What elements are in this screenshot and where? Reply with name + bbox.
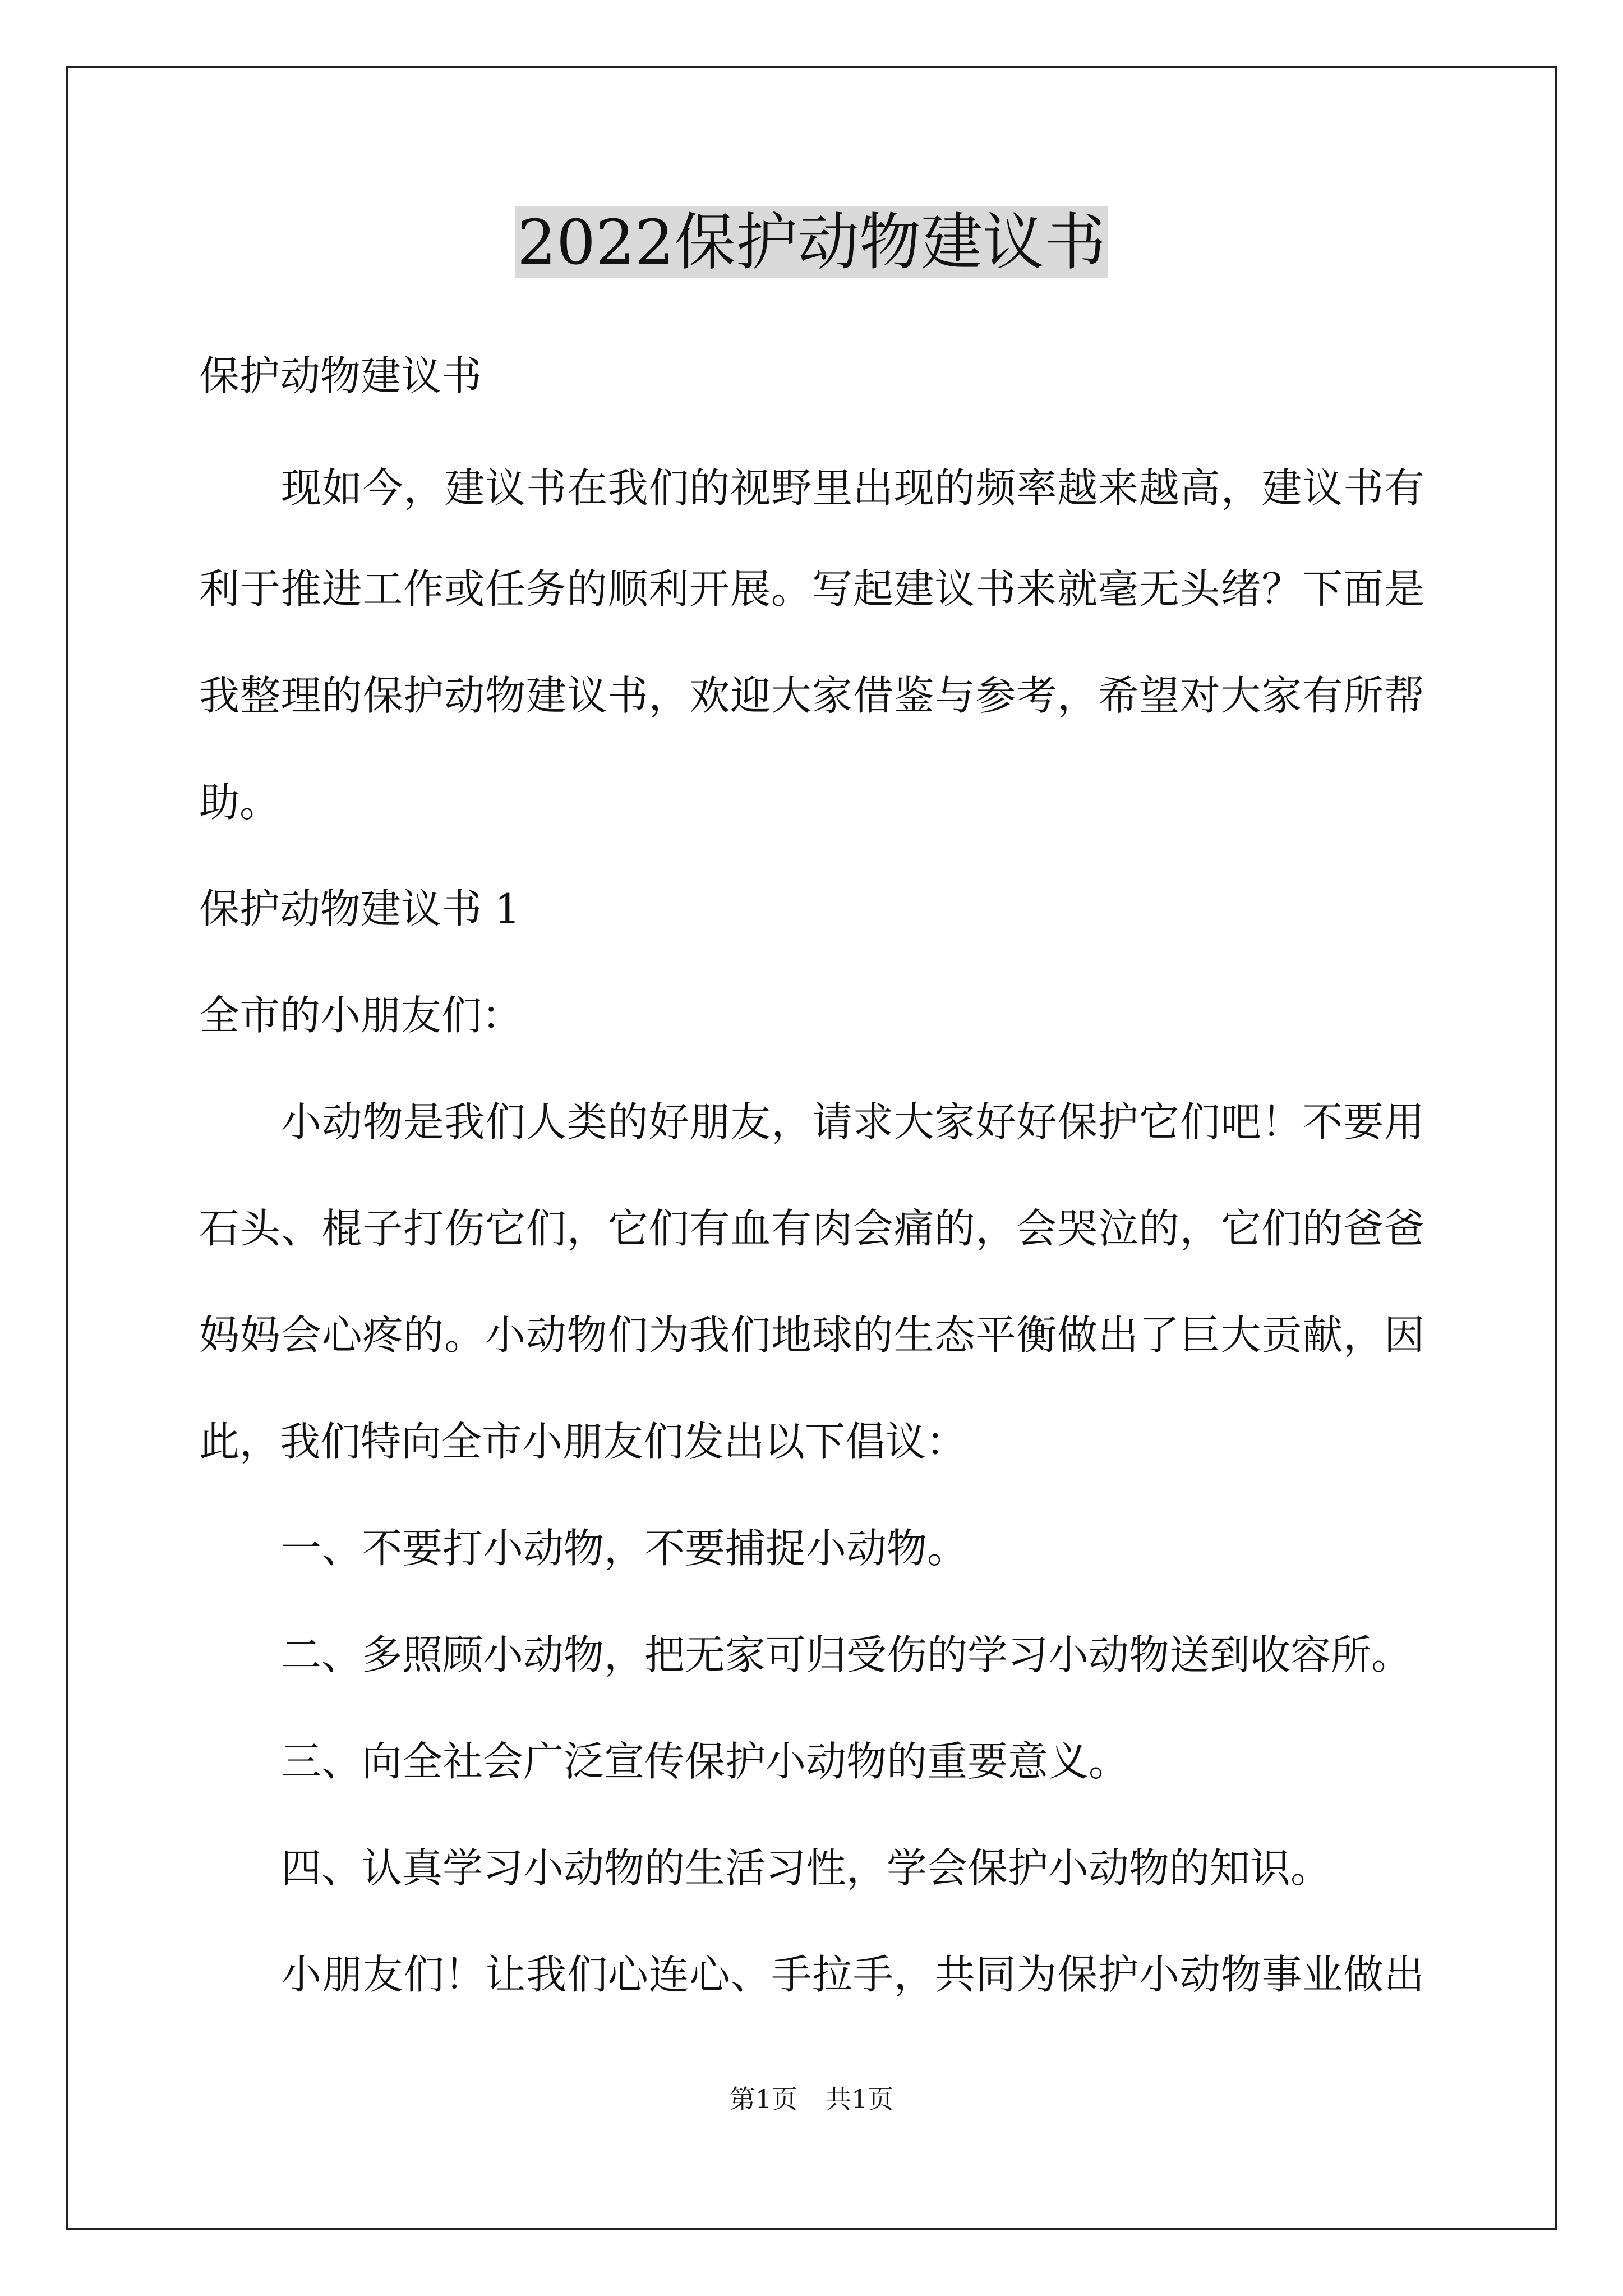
section-heading: 保护动物建议书 1: [199, 885, 520, 932]
paragraph-line: 助。: [199, 779, 280, 826]
paragraph-line: 利于推进工作或任务的顺利开展。写起建议书来就毫无头绪？下面是: [199, 565, 1424, 613]
salutation: 全市的小朋友们：: [199, 992, 523, 1039]
paragraph-line: 石头、棍子打伤它们，它们有血有肉会痛的，会哭泣的，它们的爸爸: [199, 1205, 1424, 1252]
paragraph-line: 现如今，建议书在我们的视野里出现的频率越来越高，建议书有: [281, 464, 1424, 512]
paragraph-line: 妈妈会心疼的。小动物们为我们地球的生态平衡做出了巨大贡献，因: [199, 1312, 1424, 1359]
paragraph-line: 我整理的保护动物建议书，欢迎大家借鉴与参考，希望对大家有所帮: [199, 672, 1424, 719]
document-title: 2022保护动物建议书: [0, 203, 1623, 282]
list-item: 三、向全社会广泛宣传保护小动物的重要意义。: [281, 1738, 1129, 1785]
paragraph-line: 此，我们特向全市小朋友们发出以下倡议：: [199, 1418, 967, 1465]
section-heading: 保护动物建议书: [199, 352, 482, 399]
list-item: 一、不要打小动物，不要捕捉小动物。: [281, 1525, 968, 1572]
list-item: 二、多照顾小动物，把无家可归受伤的学习小动物送到收容所。: [281, 1631, 1412, 1678]
paragraph-line: 小动物是我们人类的好朋友，请求大家好好保护它们吧！不要用: [281, 1098, 1424, 1145]
page-total: 共1页: [826, 2084, 894, 2114]
page-number: 第1页: [729, 2084, 797, 2114]
paragraph-line: 小朋友们！让我们心连心、手拉手，共同为保护小动物事业做出: [281, 1951, 1424, 1998]
list-item: 四、认真学习小动物的生活习性，学会保护小动物的知识。: [281, 1844, 1331, 1892]
page-footer: [0, 2082, 1623, 2116]
